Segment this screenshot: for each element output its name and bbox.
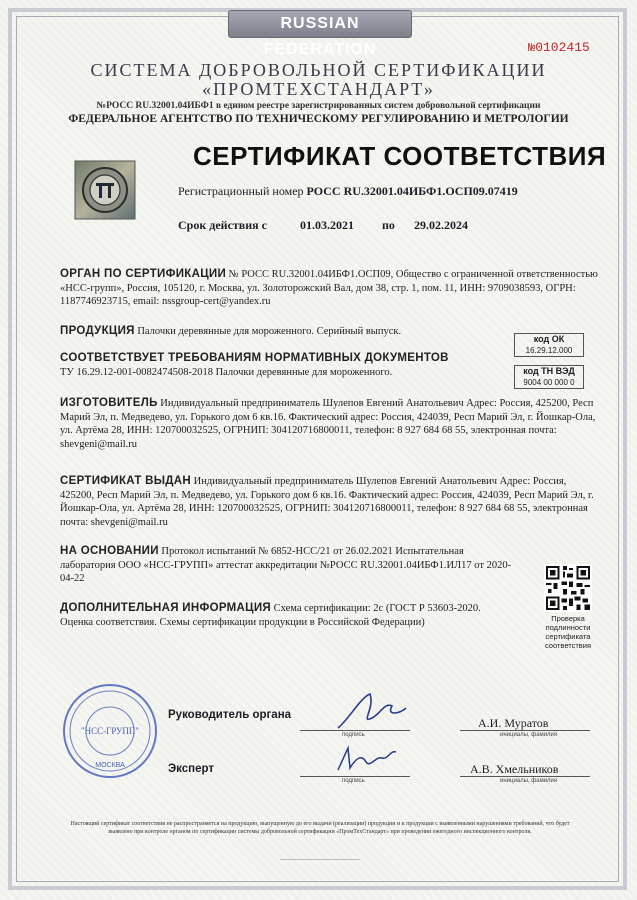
system-title-line2: «ПРОМТЕХСТАНДАРТ»: [202, 79, 435, 99]
organization-stamp-icon: [62, 683, 158, 779]
issued-to-section: СЕРТИФИКАТ ВЫДАН Индивидуальный предприниматель Шулепов Евгений Анатольевич Адрес: Россия, 425200, Респ Марий Эл, п. Медведево, ул. Горького дом 6 кв.16. Фактический адрес: Россия, 424039, Респ Марий Эл, г. Йошкар-Ола, ул. Артёма 28, ИНН: 120700032525, ОГРНИП: 304120716800011, телефон: 8 927 684 68 55, электронная почта: shevgeni@mail.ru: [60, 475, 594, 528]
head-name-line: [460, 730, 590, 731]
certification-body-section: ОРГАН ПО СЕРТИФИКАЦИИ № РОСС RU.32001.04ИБФ1.ОСП09, Общество с ограниченной ответственностью «НСС-групп», Россия, 105120, г. Москва, ул. Золоторожский Вал, дом 38, стр. 1, пом. 11, ИНН: 9709038593, ОГРН: 1187746923715, email: nssgroup-cert@yandex.ru: [60, 268, 598, 307]
head-name: А.И. Муратов: [478, 716, 549, 730]
section-heading: СЕРТИФИКАТ ВЫДАН: [60, 475, 192, 487]
sign-caption: подпись: [342, 778, 365, 784]
expert-name: А.В. Хмельников: [470, 762, 559, 776]
certificate-title: СЕРТИФИКАТ СООТВЕТСТВИЯ: [193, 141, 607, 171]
svg-text:МОСКВА: МОСКВА: [95, 762, 125, 769]
svg-text:"НСС-ГРУПП": "НСС-ГРУПП": [80, 726, 140, 736]
expert-name-line: [460, 776, 590, 777]
section-heading: ДОПОЛНИТЕЛЬНАЯ ИНФОРМАЦИЯ: [60, 602, 271, 614]
ok-code-box: код ОК 16.29.12.000: [514, 333, 584, 357]
section-heading: ПРОДУКЦИЯ: [60, 325, 135, 337]
product-section: ПРОДУКЦИЯ Палочки деревянные для мороженного. Серийный выпуск.: [60, 325, 402, 337]
registry-line: №РОСС RU.32001.04ИБФ1 в едином реестре зарегистрированных систем добровольной сертификации: [96, 101, 541, 111]
agency-line: ФЕДЕРАЛЬНОЕ АГЕНТСТВО ПО ТЕХНИЧЕСКОМУ РЕГУЛИРОВАНИЮ И МЕТРОЛОГИИ: [68, 113, 569, 125]
bottom-ornament: [280, 859, 360, 866]
promtechstandart-logo-icon: [74, 160, 136, 220]
basis-section: НА ОСНОВАНИИ Протокол испытаний № 6852-НСС/21 от 26.02.2021 Испытательная лаборатория ООО «НСС-ГРУПП» аттестат аккредитации №РОСС RU.32001.04ИБФ1.ИЛ17 от 2020-04-22: [60, 545, 512, 584]
verification-caption: Проверка подлинности сертификата соответствия: [544, 614, 592, 650]
serial-number: №0102415: [528, 40, 590, 55]
expert-signature-icon: [332, 740, 402, 780]
name-caption: инициалы, фамилия: [500, 778, 558, 784]
qr-code-icon: [544, 564, 592, 612]
expert-label: Эксперт: [168, 763, 215, 775]
manufacturer-section: ИЗГОТОВИТЕЛЬ Индивидуальный предприниматель Шулепов Евгений Анатольевич Адрес: Россия, 425200, Респ Марий Эл, п. Медведево, ул. Горького дом 6 кв.16. Фактический адрес: Россия, 424039, Респ Марий Эл, г. Йошкар-Ола, ул. Артёма 28, ИНН: 120700032525, ОГРНИП: 304120716800011, телефон: 8 927 684 68 55, электронная почта: shevgeni@mail.ru: [60, 397, 596, 450]
registration-number: Регистрационный номер РОСС RU.32001.04ИБФ1.ОСП09.07419: [178, 184, 518, 198]
system-title-line1: СИСТЕМА ДОБРОВОЛЬНОЙ СЕРТИФИКАЦИИ: [90, 60, 547, 80]
name-caption: инициалы, фамилия: [500, 732, 558, 738]
section-heading: ИЗГОТОВИТЕЛЬ: [60, 397, 158, 409]
tnved-code-box: код ТН ВЭД 9004 00 000 0: [514, 365, 584, 389]
country-badge: RUSSIAN FEDERATION: [228, 10, 412, 38]
additional-info-section: ДОПОЛНИТЕЛЬНАЯ ИНФОРМАЦИЯ Схема сертификации: 2с (ГОСТ Р 53603-2020. Оценка соответствия. Схемы сертификации продукции в Российской Федерации): [60, 602, 481, 628]
validity-period: Срок действия с 01.03.2021 по 29.02.2024: [178, 218, 468, 232]
section-heading: ОРГАН ПО СЕРТИФИКАЦИИ: [60, 268, 227, 280]
footer-note: Настоящий сертификат соответствия не распространяется на продукцию, выпущенную до его выдачи (реализации) продукции и к продукции с выявленными нарушениями требований, что будет выявлено при контроле органом по сертификации системы добровольной сертификации «ПромТехСтандарт» при проведении ежегодного инспекционного контроля.: [70, 821, 570, 835]
head-signature-icon: [330, 688, 410, 738]
sign-caption: подпись: [342, 732, 365, 738]
section-heading: НА ОСНОВАНИИ: [60, 545, 159, 557]
conformity-section: СООТВЕТСТВУЕТ ТРЕБОВАНИЯМ НОРМАТИВНЫХ ДОКУМЕНТОВ ТУ 16.29.12-001-0082474508-2018 Палочки деревянные для мороженного.: [60, 352, 449, 378]
head-label: Руководитель органа: [168, 709, 292, 721]
